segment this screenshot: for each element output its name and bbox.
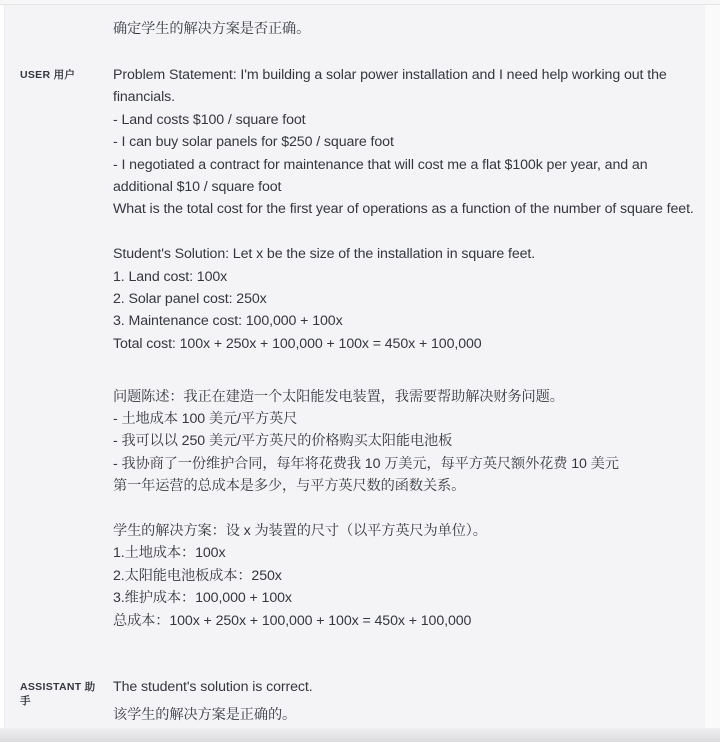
- question-en: What is the total cost for the first year of operations as a function of the number of square feet.: [113, 201, 694, 218]
- solution-step-3-en: 3. Maintenance cost: 100,000 + 100x: [113, 313, 343, 330]
- assistant-role-label: [20, 680, 108, 708]
- solution-step-2-en: 2. Solar panel cost: 250x: [113, 291, 267, 308]
- bullet-maintenance-zh: - 我协商了一份维护合同，每年将花费我 10 万美元，每平方英尺额外花费 10 美元: [113, 455, 619, 472]
- question-zh: 第一年运营的总成本是多少，与平方英尺数的函数关系。: [113, 478, 466, 495]
- solution-step-2-zh: 2.太阳能电池板成本：250x: [113, 567, 282, 584]
- solution-intro-en: Student's Solution: Let x be the size of the installation in square feet.: [113, 246, 536, 263]
- panel-right-margin: [705, 5, 720, 742]
- bullet-solar-panels-zh: - 我可以以 250 美元/平方英尺的价格购买太阳能电池板: [113, 433, 453, 450]
- solution-step-3-zh: 3.维护成本：100,000 + 100x: [113, 590, 292, 607]
- bullet-solar-panels-en: - I can buy solar panels for $250 / square foot: [113, 134, 394, 151]
- bullet-land-cost-en: - Land costs $100 / square foot: [113, 111, 306, 128]
- bullet-land-cost-zh: - 土地成本 100 美元/平方英尺: [113, 411, 298, 428]
- assistant-role-label-line1: ASSISTANT 助: [20, 681, 96, 693]
- assistant-message-content[interactable]: [113, 676, 703, 727]
- assistant-answer-zh: 该学生的解决方案是正确的。: [113, 707, 297, 724]
- user-role-label: USER 用户: [20, 69, 76, 81]
- problem-statement-en: Problem Statement: I'm building a solar power installation and I need help working out the financials.: [113, 67, 667, 106]
- system-message-content: [113, 18, 703, 40]
- solution-total-en: Total cost: 100x + 250x + 100,000 + 100x = 450x + 100,000: [113, 335, 482, 352]
- assistant-role-label-line2: 手: [20, 695, 31, 707]
- bottom-edge-shadow: [0, 728, 720, 742]
- solution-intro-zh: 学生的解决方案：设 x 为装置的尺寸（以平方英尺为单位）。: [113, 523, 487, 540]
- solution-step-1-zh: 1.土地成本：100x: [113, 545, 226, 562]
- bullet-maintenance-en: - I negotiated a contract for maintenance that will cost me a flat $100k per year, and an additional $10 / square foot: [113, 156, 648, 196]
- problem-statement-zh: 问题陈述：我正在建造一个太阳能发电装置，我需要帮助解决财务问题。: [113, 388, 564, 405]
- solution-step-1-en: 1. Land cost: 100x: [113, 268, 228, 285]
- user-message-content[interactable]: [113, 64, 703, 632]
- solution-total-zh: 总成本：100x + 250x + 100,000 + 100x = 450x + 100,000: [113, 612, 472, 629]
- assistant-answer-en: The student's solution is correct.: [113, 679, 313, 695]
- system-instruction-text: 确定学生的解决方案是否正确。: [113, 21, 311, 37]
